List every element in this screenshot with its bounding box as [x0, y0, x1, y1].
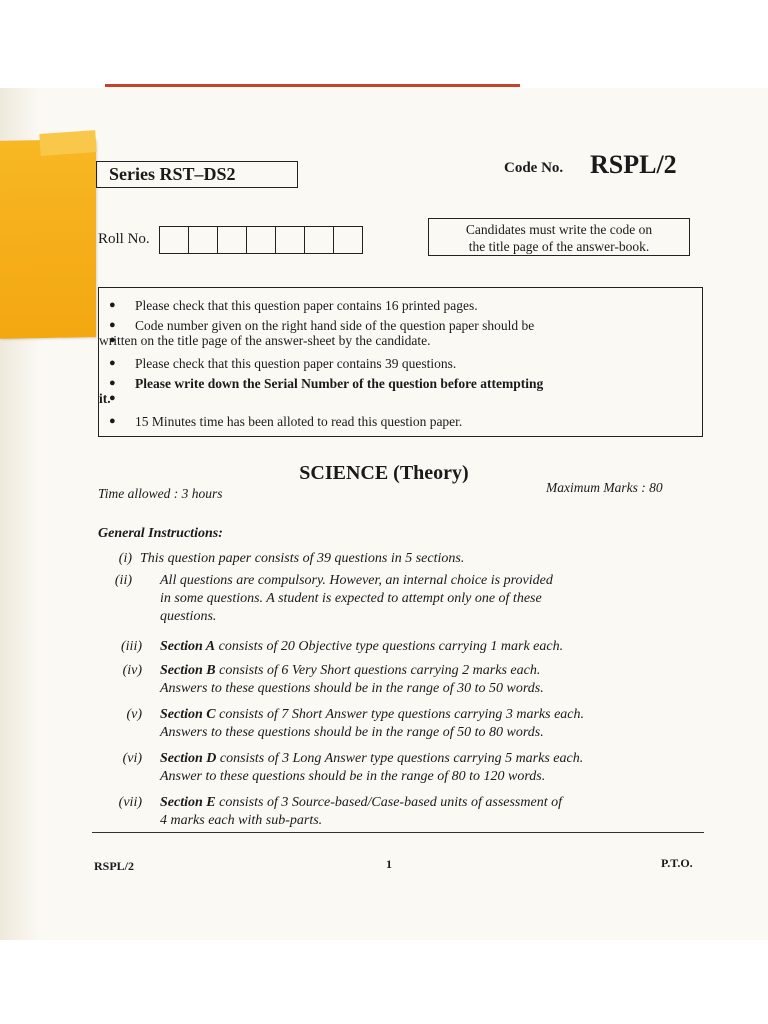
instruction-text: consists of 6 Very Short questions carrying 2 marks each. — [215, 663, 541, 678]
instruction-number: (vi) — [122, 751, 142, 766]
red-edge-line — [105, 84, 520, 87]
page-number: 1 — [386, 857, 392, 871]
code-note-line: Candidates must write the code on — [465, 222, 653, 237]
section-label: Section E — [160, 795, 216, 810]
roll-box[interactable] — [304, 226, 334, 254]
code-note-line: the title page of the answer-book. — [468, 239, 650, 254]
adhesive-tape-fold — [39, 130, 96, 156]
maximum-marks: Maximum Marks : 80 — [546, 480, 663, 495]
instruction-text: in some questions. A student is expected to attempt only one of these — [160, 591, 542, 606]
checklist-continuation: it. — [99, 391, 111, 406]
checklist-item: ● 15 Minutes time has been alloted to read this question paper. — [135, 414, 695, 429]
footer-divider — [92, 832, 704, 833]
instruction-text: questions. — [160, 609, 217, 624]
series-box: Series RST–DS2 — [96, 161, 298, 188]
roll-box[interactable] — [246, 226, 276, 254]
checklist-item: ● Please write down the Serial Number of the question before attempting — [135, 376, 695, 391]
section-label: Section C — [160, 707, 216, 722]
code-value: RSPL/2 — [590, 150, 677, 179]
instruction-number: (iv) — [122, 663, 142, 678]
roll-box[interactable] — [217, 226, 247, 254]
code-label: Code No. — [504, 160, 564, 176]
code-note-box — [428, 218, 690, 256]
instruction-number: (vii) — [118, 795, 142, 810]
instruction-number: (ii) — [114, 573, 132, 588]
roll-box[interactable] — [188, 226, 218, 254]
instruction-text: Answers to these questions should be in the range of 50 to 80 words. — [160, 725, 544, 740]
checklist-item: ● Code number given on the right hand side of the question paper should be — [135, 318, 695, 333]
roll-label: Roll No. — [98, 231, 150, 247]
roll-box[interactable] — [333, 226, 363, 254]
section-label: Section D — [160, 751, 217, 766]
section-label: Section A — [160, 639, 216, 654]
roll-box[interactable] — [275, 226, 305, 254]
instruction-text: All questions are compulsory. However, an internal choice is provided — [160, 573, 553, 588]
checklist-continuation: written on the title page of the answer-sheet by the candidate. — [99, 333, 431, 348]
checklist-item: ● Please check that this question paper contains 16 printed pages. — [135, 298, 695, 313]
roll-number-boxes — [160, 226, 363, 254]
pto-label: P.T.O. — [661, 856, 693, 870]
section-label: Section B — [160, 663, 216, 678]
checklist-item: ● Please check that this question paper contains 39 questions. — [135, 356, 695, 371]
instruction-number: (v) — [126, 707, 142, 722]
instruction-number: (iii) — [121, 639, 142, 654]
page-title: SCIENCE (Theory) — [299, 462, 469, 484]
instruction-text: consists of 7 Short Answer type questions carrying 3 marks each. — [215, 707, 585, 722]
roll-box[interactable] — [159, 226, 189, 254]
instruction-text: Answer to these questions should be in the range of 80 to 120 words. — [160, 769, 546, 784]
instructions-heading: General Instructions: — [98, 526, 223, 541]
instruction-text: consists of 20 Objective type questions carrying 1 mark each. — [215, 639, 564, 654]
instruction-text: Answers to these questions should be in the range of 30 to 50 words. — [160, 681, 544, 696]
time-allowed: Time allowed : 3 hours — [98, 486, 223, 501]
checklist-box — [98, 287, 703, 437]
instruction-number: (i) — [118, 551, 132, 566]
instruction-text: consists of 3 Long Answer type questions carrying 5 marks each. — [216, 751, 584, 766]
instruction-text: 4 marks each with sub-parts. — [160, 813, 323, 828]
footer-code: RSPL/2 — [94, 859, 135, 873]
instruction-text: consists of 3 Source-based/Case-based units of assessment of — [215, 795, 562, 810]
instruction-text: This question paper consists of 39 questions in 5 sections. — [140, 551, 465, 566]
adhesive-tape — [0, 139, 96, 339]
